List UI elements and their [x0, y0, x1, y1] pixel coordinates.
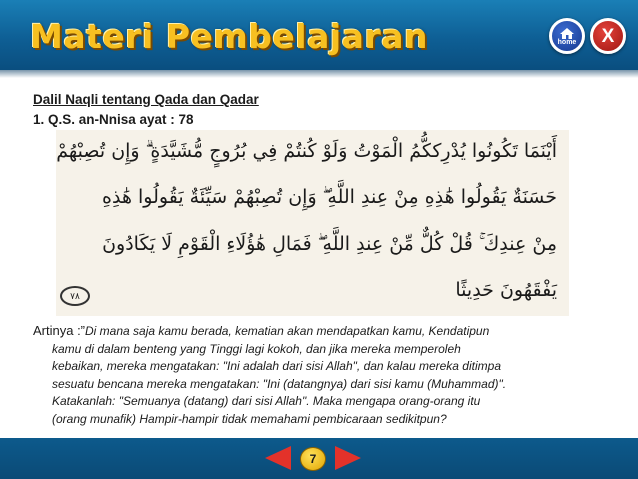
section-heading: Dalil Naqli tentang Qada dan Qadar	[33, 92, 259, 107]
home-label: home	[557, 38, 577, 46]
translation-line: (orang munafik) Hampir-hampir tidak memahami pembicaraan sedikitpun?	[52, 411, 447, 426]
previous-slide-button[interactable]	[265, 446, 291, 470]
page-number-badge: 7	[300, 447, 326, 471]
translation-line: kamu di dalam benteng yang Tinggi lagi kokoh, dan jika mereka memperoleh	[52, 341, 461, 356]
next-slide-button[interactable]	[335, 446, 361, 470]
verse-reference: 1. Q.S. an-Nnisa ayat : 78	[33, 112, 194, 127]
translation-line: Katakanlah: "Semuanya (datang) dari sisi Allah". Maka mengapa orang-orang itu	[52, 394, 481, 408]
translation-line: sesuatu bencana mereka mengatakan: "Ini (datangnya) dari sisi kamu (Muhammad)".	[52, 376, 507, 391]
arabic-verse-image	[56, 130, 569, 316]
close-button[interactable]	[590, 18, 626, 54]
home-button[interactable]	[549, 18, 585, 54]
arabic-verse-line: أَيْنَمَا تَكُونُوا يُدْرِككُّمُ الْمَوْتُ وَلَوْ كُنتُمْ فِي بُرُوجٍ مُّشَيَّدَةٍ ۗ وَإِن تُصِبْهُمْ	[56, 140, 557, 162]
page-title: Materi Pembelajaran	[30, 17, 428, 56]
arabic-verse-line: مِنْ عِندِكَ ۚ قُلْ كُلٌّ مِّنْ عِندِ اللَّهِ ۖ فَمَالِ هَٰؤُلَاءِ الْقَوْمِ لَا يَكَادُونَ	[102, 233, 557, 255]
arabic-verse-line: حَسَنَةٌ يَقُولُوا هَٰذِهِ مِنْ عِندِ اللَّهِ ۖ وَإِن تُصِبْهُمْ سَيِّئَةٌ يَقُولُوا هَٰذِهِ	[102, 186, 557, 208]
header-shadow	[0, 70, 638, 78]
close-icon: X	[601, 25, 615, 47]
header-bar	[0, 0, 638, 70]
translation-label: Artinya :”	[33, 323, 86, 338]
translation-line: kebaikan, mereka mengatakan: "Ini adalah dari sisi Allah", dan kalau mereka ditimpa	[52, 359, 501, 373]
arabic-verse-line: يَفْقَهُونَ حَدِيثًا	[455, 279, 557, 301]
translation-text	[33, 322, 608, 428]
translation-line: Artinya :”Di mana saja kamu berada, kematian akan mendapatkan kamu, Kendatipun	[33, 323, 490, 338]
ayah-number-marker: ٧٨	[60, 286, 90, 306]
